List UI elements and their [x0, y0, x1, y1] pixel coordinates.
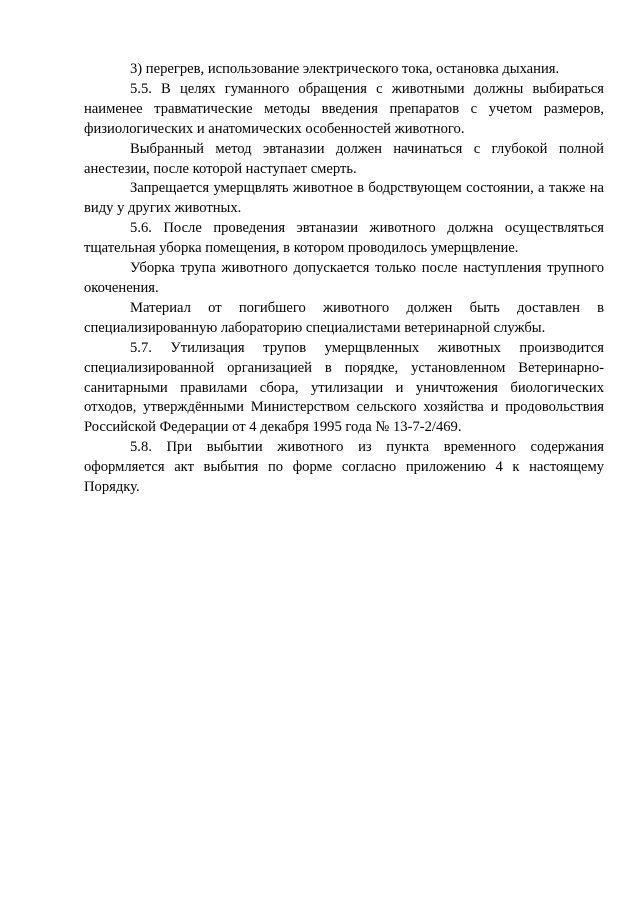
paragraph-prohibition: Запрещается умерщвлять животное в бодрствующем состоянии, а также на виду у других животных. — [84, 180, 604, 217]
paragraph-list-item-3: 3) перегрев, использование электрического тока, остановка дыхания. — [130, 61, 560, 77]
document-body — [84, 60, 604, 498]
paragraph-corpse-cleanup: Уборка трупа животного допускается только после наступления трупного окоченения. — [84, 260, 604, 296]
paragraph-5-5: 5.5. В целях гуманного обращения с животными должны выбираться наименее травматические методы введения препаратов с учетом размеров, физиологических и анатомических особенностей животного. — [84, 80, 604, 137]
paragraph-5-8: 5.8. При выбытии животного из пункта временного содержания оформляется акт выбытия по форме согласно приложению 4 к настоящему Порядку. — [84, 439, 604, 496]
paragraph-5-6: 5.6. После проведения эвтаназии животного должна осуществляться тщательная уборка помещения, в котором проводилось умерщвление. — [84, 220, 604, 257]
paragraph-5-7: 5.7. Утилизация трупов умерщвленных животных производится специализированной организацией в порядке, установленном Ветеринарно-санитарными правилами сбора, утилизации и уничтожения биологических отходов, утверждёнными Министерством сельского хозяйства и продовольствия Российской Федерации от 4 декабря 1995 года № 13-7-2/469. — [84, 339, 604, 436]
paragraph-lab-delivery: Материал от погибшего животного должен быть доставлен в специализированную лабораторию специалистами ветеринарной службы. — [84, 299, 604, 336]
paragraph-anesthesia: Выбранный метод эвтаназии должен начинаться с глубокой полной анестезии, после которой наступает смерть. — [84, 140, 604, 177]
